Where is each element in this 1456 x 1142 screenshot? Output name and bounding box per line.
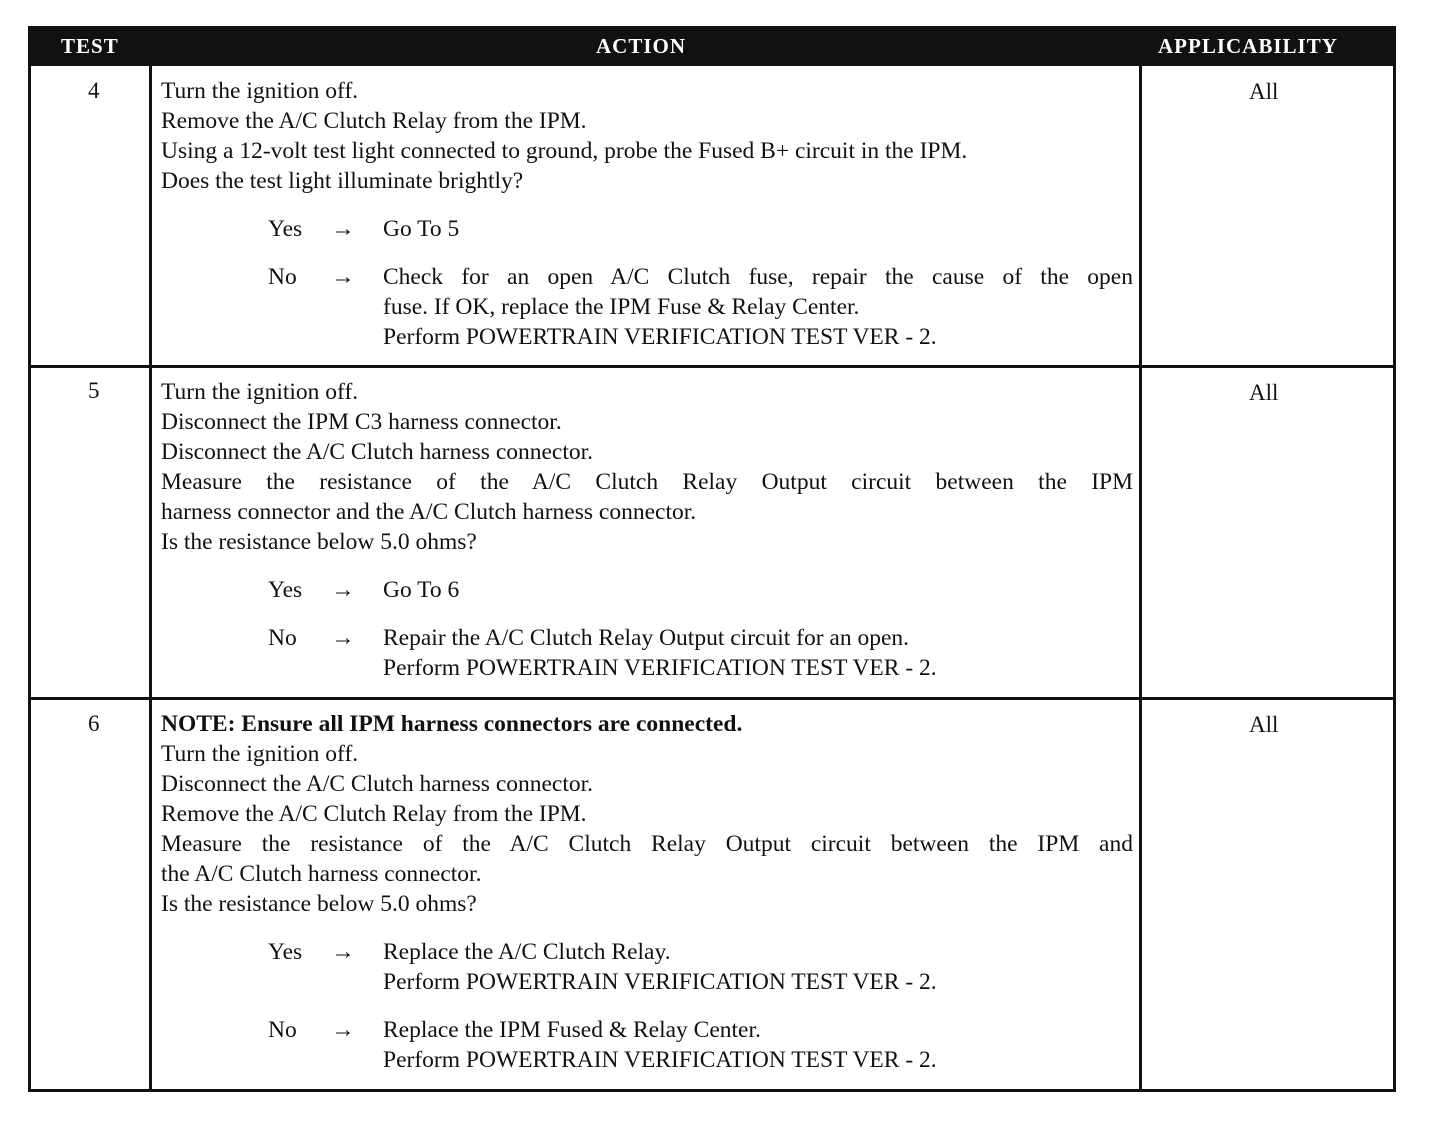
action-line: Using a 12-volt test light connected to ground, probe the Fused B+ circuit in the IPM.	[161, 138, 968, 164]
branch-line: Replace the A/C Clutch Relay.	[383, 939, 671, 965]
arrow-icon: →	[331, 577, 355, 603]
column-divider-applicability	[1139, 66, 1142, 1089]
branch-line: Perform POWERTRAIN VERIFICATION TEST VER - 2.	[383, 324, 937, 350]
applicability-value: All	[1249, 380, 1279, 405]
note-text: NOTE: Ensure all IPM harness connectors are connected.	[161, 711, 743, 737]
no-label: No	[268, 264, 297, 290]
action-line: Turn the ignition off.	[161, 78, 359, 104]
test-action	[161, 377, 1133, 683]
action-line: Turn the ignition off.	[161, 379, 359, 405]
header-test: TEST	[61, 34, 119, 58]
action-line: Remove the A/C Clutch Relay from the IPM.	[161, 108, 587, 134]
action-line: Measure the resistance of the A/C Clutch Relay Output circuit between the IPM and	[161, 831, 1133, 857]
row-divider-5-6	[31, 697, 1393, 700]
arrow-icon: →	[331, 939, 355, 965]
branch-line: fuse. If OK, replace the IPM Fuse & Relay Center.	[383, 294, 860, 320]
action-line: Disconnect the A/C Clutch harness connector.	[161, 771, 594, 797]
arrow-icon: →	[331, 264, 355, 290]
header-applicability: APPLICABILITY	[1158, 34, 1338, 58]
action-line: the A/C Clutch harness connector.	[161, 861, 482, 887]
no-label: No	[268, 625, 297, 651]
branch-line: Replace the IPM Fused & Relay Center.	[383, 1017, 761, 1043]
action-line: Measure the resistance of the A/C Clutch Relay Output circuit between the IPM	[161, 469, 1133, 495]
arrow-icon: →	[331, 625, 355, 651]
no-branch	[161, 1015, 1133, 1075]
test-number: 4	[88, 78, 100, 103]
test-number: 6	[88, 711, 100, 736]
diagnostic-test-table	[28, 26, 1396, 1092]
action-line: Disconnect the IPM C3 harness connector.	[161, 409, 562, 435]
row-divider-4-5	[31, 365, 1393, 368]
test-action	[161, 709, 1133, 1075]
action-line: harness connector and the A/C Clutch harness connector.	[161, 499, 697, 525]
action-line: Disconnect the A/C Clutch harness connector.	[161, 439, 594, 465]
action-line: Is the resistance below 5.0 ohms?	[161, 891, 477, 917]
header-action: ACTION	[596, 34, 687, 58]
action-line: Is the resistance below 5.0 ohms?	[161, 529, 477, 555]
test-number: 5	[88, 378, 100, 403]
branch-line: Check for an open A/C Clutch fuse, repair the cause of the open	[383, 264, 1133, 290]
yes-label: Yes	[268, 577, 303, 603]
column-divider-test	[149, 66, 152, 1089]
test-action	[161, 76, 1133, 352]
no-label: No	[268, 1017, 297, 1043]
branch-line: Perform POWERTRAIN VERIFICATION TEST VER - 2.	[383, 969, 937, 995]
table-header	[31, 29, 1393, 66]
yes-label: Yes	[268, 216, 303, 242]
yes-branch	[161, 937, 1133, 997]
arrow-icon: →	[331, 1017, 355, 1043]
branch-line: Repair the A/C Clutch Relay Output circuit for an open.	[383, 625, 910, 651]
yes-branch	[161, 575, 1133, 605]
action-line: Does the test light illuminate brightly?	[161, 168, 524, 194]
branch-line: Perform POWERTRAIN VERIFICATION TEST VER - 2.	[383, 655, 937, 681]
yes-branch	[161, 214, 1133, 244]
action-line: Turn the ignition off.	[161, 741, 359, 767]
yes-label: Yes	[268, 939, 303, 965]
branch-line: Perform POWERTRAIN VERIFICATION TEST VER - 2.	[383, 1047, 937, 1073]
no-branch	[161, 262, 1133, 352]
action-line: Remove the A/C Clutch Relay from the IPM.	[161, 801, 587, 827]
applicability-value: All	[1249, 79, 1279, 104]
branch-line: Go To 6	[383, 577, 460, 603]
no-branch	[161, 623, 1133, 683]
branch-line: Go To 5	[383, 216, 460, 242]
arrow-icon: →	[331, 216, 355, 242]
applicability-value: All	[1249, 712, 1279, 737]
